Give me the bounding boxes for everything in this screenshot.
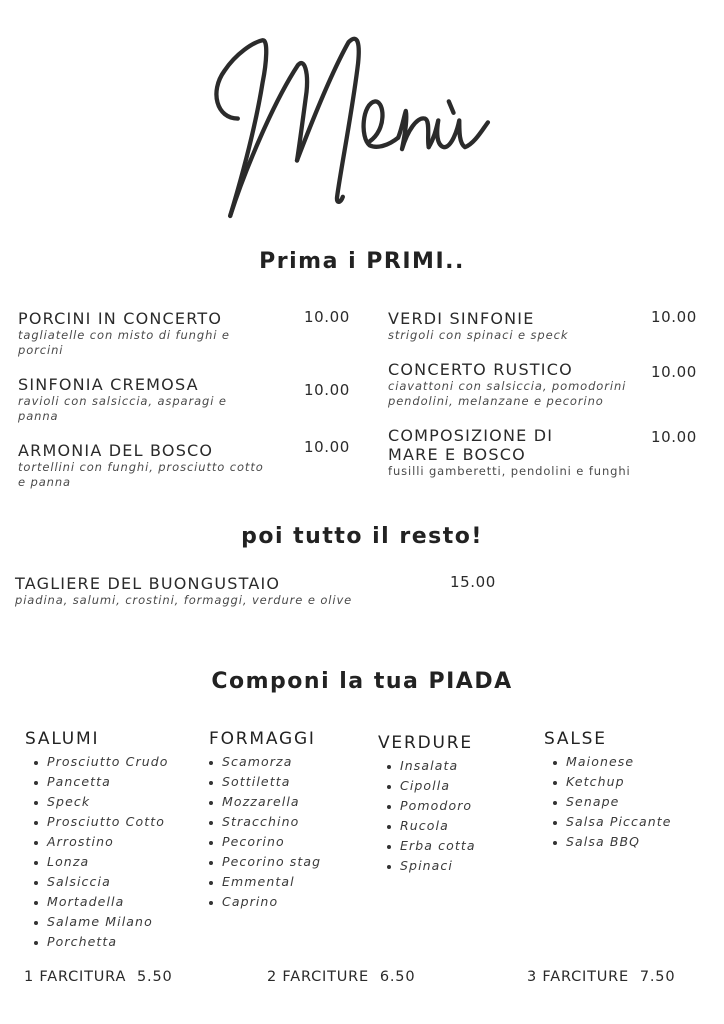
dish-concerto-rustico	[388, 360, 708, 409]
pricing-label: 3 FARCITURE	[527, 969, 630, 985]
list-item: Rucola	[378, 816, 476, 836]
category-salse	[544, 729, 672, 852]
pricing-1-farcitura	[24, 969, 173, 985]
list-item: Salsa BBQ	[544, 832, 672, 852]
list-item: Salsa Piccante	[544, 812, 672, 832]
dish-name: PORCINI IN CONCERTO	[18, 309, 223, 328]
list-item: Arrostino	[25, 832, 169, 852]
list-item: Lonza	[25, 852, 169, 872]
section-heading-primi: Prima i PRIMI..	[259, 249, 465, 274]
list-item: Mozzarella	[200, 792, 321, 812]
dish-description: tagliatelle con misto di funghi e	[18, 328, 230, 342]
category-title: SALUMI	[25, 729, 100, 749]
list-item: Pomodoro	[378, 796, 476, 816]
menu-title-script	[205, 25, 515, 235]
dish-description: fusilli gamberetti, pendolini e funghi	[388, 464, 631, 478]
dish-name: VERDI SINFONIE	[388, 309, 535, 328]
pricing-2-farciture	[267, 969, 415, 985]
list-item: Insalata	[378, 756, 476, 776]
dish-verdi-sinfonie	[388, 309, 708, 343]
list-item: Mortadella	[25, 892, 169, 912]
dish-name: SINFONIA CREMOSA	[18, 375, 199, 394]
list-item: Prosciutto Crudo	[25, 752, 169, 772]
category-title: SALSE	[544, 729, 607, 749]
dish-tagliere-del-buongustaio	[15, 574, 515, 608]
dish-description: ravioli con salsiccia, asparagi e	[18, 394, 227, 408]
dish-description: e panna	[18, 475, 72, 489]
category-title: FORMAGGI	[209, 729, 316, 749]
ingredient-list	[200, 752, 321, 912]
pricing-label: 1 FARCITURA	[24, 969, 127, 985]
dish-description: strigoli con spinaci e speck	[388, 328, 569, 342]
list-item: Cipolla	[378, 776, 476, 796]
pricing-3-farciture	[527, 969, 675, 985]
ingredient-list	[378, 756, 476, 876]
section-heading-resto: poi tutto il resto!	[241, 524, 483, 549]
category-salumi	[25, 729, 169, 952]
list-item: Maionese	[544, 752, 672, 772]
list-item: Porchetta	[25, 932, 169, 952]
dish-name: COMPOSIZIONE DI	[388, 426, 554, 445]
dish-name: ARMONIA DEL BOSCO	[18, 441, 214, 460]
pricing-price: 6.50	[379, 969, 416, 985]
list-item: Salsiccia	[25, 872, 169, 892]
dish-price: 10.00	[304, 308, 350, 326]
list-item: Caprino	[200, 892, 321, 912]
list-item: Spinaci	[378, 856, 476, 876]
list-item: Scamorza	[200, 752, 321, 772]
category-title: VERDURE	[378, 733, 473, 753]
dish-price: 15.00	[450, 573, 496, 591]
list-item: Stracchino	[200, 812, 321, 832]
dish-price: 10.00	[304, 381, 350, 399]
pricing-label: 2 FARCITURE	[267, 969, 370, 985]
dish-name: CONCERTO RUSTICO	[388, 360, 573, 379]
section-heading-piada: Componi la tua PIADA	[211, 669, 513, 694]
dish-name: TAGLIERE DEL BUONGUSTAIO	[15, 574, 281, 593]
dish-price: 10.00	[651, 308, 697, 326]
dish-price: 10.00	[651, 363, 697, 381]
dish-description: tortellini con funghi, prosciutto cotto	[18, 460, 264, 474]
dish-description: piadina, salumi, crostini, formaggi, verdure e olive	[15, 593, 353, 607]
ingredient-list	[544, 752, 672, 852]
category-formaggi	[209, 729, 321, 912]
list-item: Senape	[544, 792, 672, 812]
list-item: Erba cotta	[378, 836, 476, 856]
list-item: Emmental	[200, 872, 321, 892]
dish-description: porcini	[18, 343, 64, 357]
dish-sinfonia-cremosa	[18, 375, 358, 424]
pricing-price: 5.50	[137, 969, 173, 985]
dish-armonia-del-bosco	[18, 438, 358, 490]
dish-porcini-in-concerto	[18, 309, 358, 358]
list-item: Pancetta	[25, 772, 169, 792]
list-item: Speck	[25, 792, 169, 812]
ingredient-list	[25, 752, 169, 952]
dish-price: 10.00	[304, 438, 350, 456]
dish-description: panna	[18, 409, 59, 423]
list-item: Pecorino stag	[200, 852, 321, 872]
list-item: Ketchup	[544, 772, 672, 792]
category-verdure	[378, 733, 476, 876]
list-item: Prosciutto Cotto	[25, 812, 169, 832]
list-item: Salame Milano	[25, 912, 169, 932]
dish-composizione-di-mare-e-bosco	[388, 426, 708, 479]
list-item: Sottiletta	[200, 772, 321, 792]
dish-description: pendolini, melanzane e pecorino	[388, 394, 604, 408]
pricing-price: 7.50	[639, 969, 676, 985]
list-item: Pecorino	[200, 832, 321, 852]
dish-description: ciavattoni con salsiccia, pomodorini	[388, 379, 627, 393]
dish-price: 10.00	[651, 428, 697, 446]
dish-name: MARE E BOSCO	[388, 445, 526, 464]
